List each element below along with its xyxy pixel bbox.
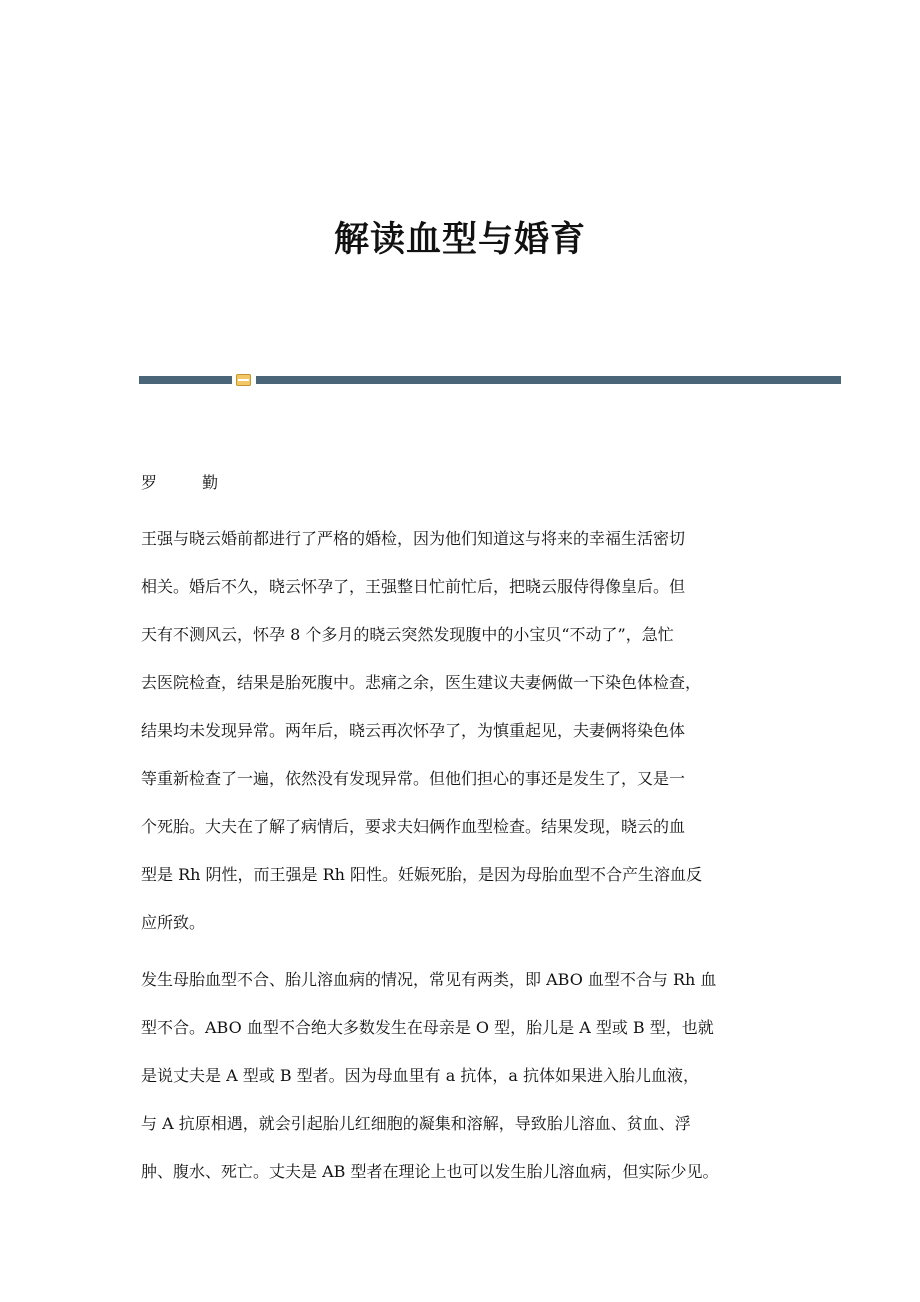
divider-ornament-icon (236, 374, 251, 386)
paragraph-line: 天有不测风云，怀孕 8 个多月的晓云突然发现腹中的小宝贝“不动了”，急忙 (141, 625, 674, 644)
document-title: 解读血型与婚育 (333, 220, 586, 260)
paragraph-1 (141, 515, 801, 947)
paragraph-line: 肿、腹水、死亡。丈夫是 AB 型者在理论上也可以发生胎儿溶血病，但实际少见。 (141, 1162, 719, 1181)
paragraph-2 (141, 956, 801, 1196)
paragraph-line: 去医院检查，结果是胎死腹中。悲痛之余，医生建议夫妻俩做一下染色体检查， (141, 673, 702, 692)
paragraph-line: 是说丈夫是 A 型或 B 型者。因为母血里有 a 抗体，a 抗体如果进入胎儿血液， (141, 1066, 699, 1085)
paragraph-line: 王强与晓云婚前都进行了严格的婚检，因为他们知道这与将来的幸福生活密切 (141, 529, 686, 548)
author-name: 罗 勤 (141, 473, 239, 492)
paragraph-line: 应所致。 (141, 913, 206, 932)
title-divider (139, 374, 841, 386)
paragraph-line: 型是 Rh 阴性，而王强是 Rh 阳性。妊娠死胎，是因为母胎血型不合产生溶血反 (141, 865, 703, 884)
paragraph-line: 型不合。ABO 血型不合绝大多数发生在母亲是 O 型，胎儿是 A 型或 B 型，也就 (141, 1018, 714, 1037)
paragraph-line: 个死胎。大夫在了解了病情后，要求夫妇俩作血型检查。结果发现，晓云的血 (141, 817, 686, 836)
paragraph-line: 等重新检查了一遍，依然没有发现异常。但他们担心的事还是发生了，又是一 (141, 769, 686, 788)
paragraph-line: 发生母胎血型不合、胎儿溶血病的情况，常见有两类，即 ABO 血型不合与 Rh 血 (141, 970, 717, 989)
divider-bar-left (139, 376, 232, 384)
divider-bar-right (256, 376, 841, 384)
paragraph-line: 相关。婚后不久，晓云怀孕了，王强整日忙前忙后，把晓云服侍得像皇后。但 (141, 577, 686, 596)
paragraph-line: 结果均未发现异常。两年后，晓云再次怀孕了，为慎重起见，夫妻俩将染色体 (141, 721, 686, 740)
paragraph-line: 与 A 抗原相遇，就会引起胎儿红细胞的凝集和溶解，导致胎儿溶血、贫血、浮 (141, 1114, 691, 1133)
